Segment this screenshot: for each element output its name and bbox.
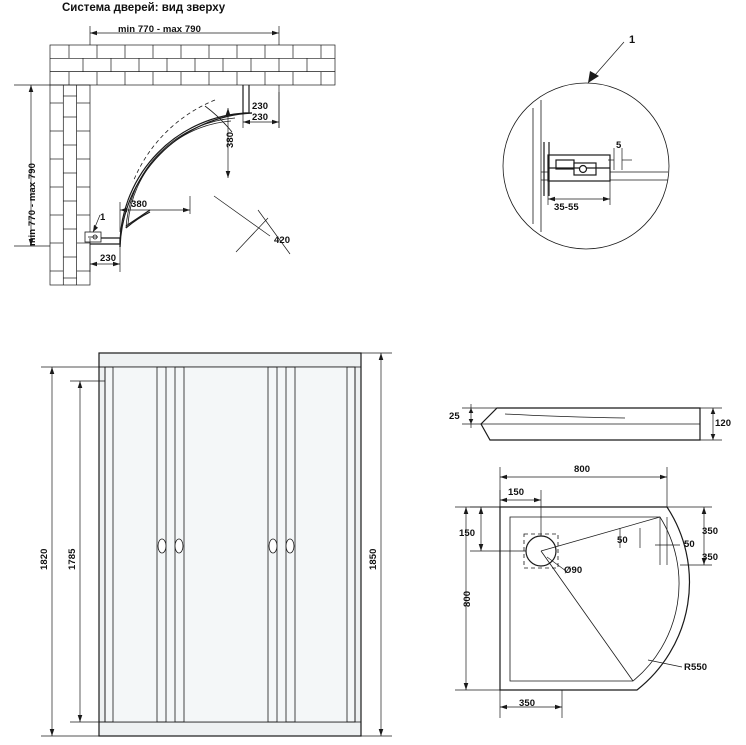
label-50-left: 50: [617, 535, 628, 546]
label-350-right: 350: [702, 526, 719, 537]
label-tray-height-120: 120: [715, 418, 732, 429]
label-350-right-2: 350: [702, 552, 719, 563]
label-radius-r550: R550: [684, 662, 708, 673]
label-50-right: 50: [684, 539, 695, 550]
label-tray-width-800: 800: [574, 464, 591, 475]
page-title: Система дверей: вид зверху: [62, 2, 226, 14]
handle-detail-left: [85, 232, 101, 242]
label-tray-lip-25: 25: [449, 411, 460, 422]
wall-vertical: [50, 85, 90, 285]
label-thickness-5: 5: [616, 140, 622, 151]
label-380-left: 380: [131, 199, 148, 210]
tray-side-view: [462, 404, 722, 440]
detail-circle: [503, 42, 669, 249]
label-230-top-right-2: 230: [252, 112, 269, 123]
label-230-bottom-left: 230: [100, 253, 117, 264]
enclosure-plan: [90, 85, 249, 244]
callout-leader-1-detail: [588, 42, 624, 83]
dim-1850: [361, 353, 392, 736]
front-view-drawing: [41, 353, 392, 736]
label-380-upper: 380: [225, 131, 236, 148]
label-drain-diameter: Ø90: [564, 565, 583, 576]
label-230-top-right: 230: [252, 101, 269, 112]
dim-150-left: [470, 507, 526, 551]
label-range-35-55: 35-55: [554, 202, 579, 213]
label-1850: 1850: [368, 548, 379, 570]
wall-horizontal: [50, 45, 335, 85]
label-drain-150-top: 150: [508, 487, 525, 498]
slope-lines: [541, 517, 660, 681]
label-callout-1-detail: 1: [629, 34, 636, 46]
label-left-height: min 770 - max 790: [27, 162, 38, 246]
callout-leader-1-top-view: [93, 215, 100, 232]
label-top-width: min 770 - max 790: [118, 24, 202, 35]
label-1785: 1785: [67, 548, 78, 570]
label-1820: 1820: [39, 548, 50, 570]
label-350-bottom: 350: [519, 698, 536, 709]
label-callout-1-top-view: 1: [100, 212, 106, 223]
tray-plan-view: [455, 467, 712, 718]
label-tray-height-800: 800: [462, 590, 473, 607]
label-drain-150-left: 150: [459, 528, 476, 539]
label-420: 420: [274, 235, 291, 246]
